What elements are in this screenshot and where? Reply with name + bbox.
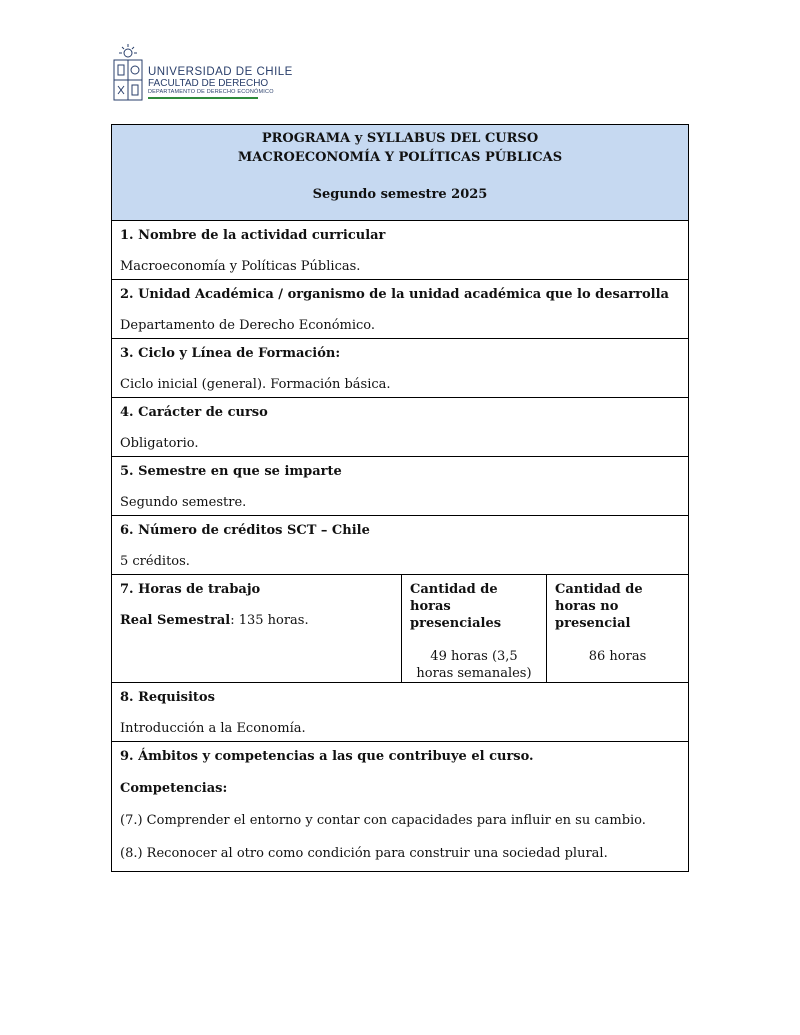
- header-course-title: MACROECONOMÍA Y POLÍTICAS PÚBLICAS: [237, 150, 563, 165]
- section-7-presencial: [402, 575, 547, 683]
- section-5-body: Segundo semestre.: [120, 495, 247, 510]
- section-3-body: Ciclo inicial (general). Formación básica.: [120, 377, 391, 392]
- section-6-title: 6. Número de créditos SCT – Chile: [120, 523, 370, 538]
- real-semestral-label: Real Semestral: [120, 613, 231, 628]
- section-1: [112, 221, 689, 280]
- section-8: [112, 683, 689, 742]
- section-5: [112, 457, 689, 516]
- syllabus-table: [111, 124, 689, 872]
- section-4-title: 4. Carácter de curso: [120, 405, 268, 420]
- section-8-body: Introducción a la Economía.: [120, 721, 306, 736]
- section-4: [112, 398, 689, 457]
- section-7-title: 7. Horas de trabajo: [120, 582, 261, 597]
- competencia-item: (8.) Reconocer al otro como condición para construir una sociedad plural.: [120, 846, 608, 861]
- no-presencial-hours-title: Cantidad de horas no presencial: [555, 582, 643, 631]
- section-5-title: 5. Semestre en que se imparte: [120, 464, 342, 479]
- presencial-hours-title: Cantidad de horas presenciales: [410, 582, 502, 631]
- no-presencial-hours-value: 86 horas: [588, 649, 647, 664]
- section-7: [112, 575, 402, 683]
- section-7-real-hours: [120, 612, 393, 629]
- university-logo: [112, 44, 293, 104]
- section-4-body: Obligatorio.: [120, 436, 199, 451]
- section-6-body: 5 créditos.: [120, 554, 190, 569]
- section-2-body: Departamento de Derecho Económico.: [120, 318, 376, 333]
- section-3-title: 3. Ciclo y Línea de Formación:: [120, 346, 341, 361]
- logo-faculty-name: FACULTAD DE DERECHO: [148, 78, 269, 89]
- logo-university-name: UNIVERSIDAD DE CHILE: [148, 66, 293, 78]
- header-semester: Segundo semestre 2025: [312, 187, 488, 202]
- section-8-title: 8. Requisitos: [120, 690, 215, 705]
- competencia-item: (7.) Comprender el entorno y contar con capacidades para influir en su cambio.: [120, 813, 646, 828]
- section-9: [112, 742, 689, 872]
- section-2-title: 2. Unidad Académica / organismo de la unidad académica que lo desarrolla: [120, 287, 669, 302]
- presencial-hours-value: 49 horas (3,5 horas semanales): [416, 649, 532, 681]
- section-1-body: Macroeconomía y Políticas Públicas.: [120, 259, 361, 274]
- logo-department-name: DEPARTAMENTO DE DERECHO ECONÓMICO: [148, 89, 274, 95]
- section-1-title: 1. Nombre de la actividad curricular: [120, 228, 386, 243]
- real-semestral-value: : 135 horas.: [230, 613, 309, 628]
- section-2: [112, 280, 689, 339]
- section-6: [112, 516, 689, 575]
- logo-accent-rule: [148, 97, 258, 99]
- competencias-subtitle: Competencias:: [120, 781, 228, 796]
- university-seal-icon: [112, 44, 144, 102]
- section-9-title: 9. Ámbitos y competencias a las que contribuye el curso.: [120, 749, 534, 764]
- header-cell: [112, 125, 689, 221]
- section-3: [112, 339, 689, 398]
- section-7-no-presencial: [547, 575, 689, 683]
- header-program-title: PROGRAMA y SYLLABUS DEL CURSO: [261, 131, 539, 146]
